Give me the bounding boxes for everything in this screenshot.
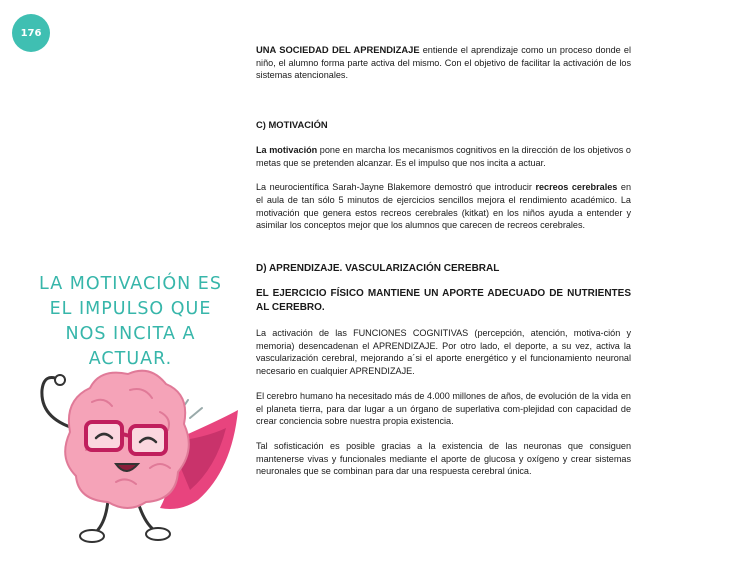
- pull-quote: LA MOTIVACIÓN ES EL IMPULSO QUE NOS INCITA A ACTUAR.: [39, 274, 222, 369]
- learning-heading: D) APRENDIZAJE. VASCULARIZACIÓN CEREBRAL: [256, 263, 500, 275]
- motivation-p2-pre: La neurocientífica Sarah-Jayne Blakemore demostró que introducir: [256, 182, 536, 193]
- motivation-lead: La motivación: [256, 144, 318, 155]
- brain-mascot-icon: [20, 350, 240, 550]
- learning-subheading: EL EJERCICIO FÍSICO MANTIENE UN APORTE ADECUADO DE NUTRIENTES AL CEREBRO.: [256, 288, 631, 314]
- article-body: [256, 44, 631, 478]
- motivation-text: pone en marcha los mecanismos cognitivos en la dirección de los objetivos o metas que se pretenden alcanzar. Es el impulso que nos incita a actuar.: [256, 144, 631, 168]
- motivation-paragraph-2: [256, 181, 631, 232]
- intro-text: entiende el aprendizaje como un proceso donde el niño, el alumno forma parte activa del mismo. Con el objetivo de facilitar la activación de los sistemas atencionales.: [256, 45, 631, 81]
- learning-paragraph-2: El cerebro humano ha necesitado más de 4.000 millones de años, de evolución de la vida en el planeta tierra, para dar lugar a un órgano de superlativa com-plejidad con capacidad de crear conciencia sobre nuestra propia existencia.: [256, 390, 631, 427]
- motivation-heading: C) MOTIVACIÓN: [256, 119, 328, 131]
- intro-paragraph: [256, 44, 631, 82]
- page-number-badge: [12, 14, 50, 52]
- motivation-p2-bold: recreos cerebrales: [535, 182, 618, 193]
- learning-paragraph-3: Tal sofisticación es posible gracias a la existencia de las neuronas que consiguen mantenerse vivas y funcionales mediante el aporte de glucosa y oxígeno y crear sistemas neuronales que se combinan para dar una respuesta cerebral única.: [256, 440, 631, 477]
- page-number: 176: [20, 27, 42, 39]
- learning-paragraph-1: La activación de las FUNCIONES COGNITIVAS (percepción, atención, motiva-ción y memoria) desencadenan el APRENDIZAJE. Por otro lado, el deporte, a su vez, activa la vascularización cerebral, mejorando a´si el aporte energético y el funcionamiento neuronal necesario en cualquier APRENDIZAJE.: [256, 328, 631, 377]
- intro-lead: UNA SOCIEDAD DEL APRENDIZAJE: [256, 44, 420, 55]
- motivation-paragraph-1: [256, 144, 631, 169]
- motivation-p2-post: en el aula de tan sólo 5 minutos de ejercicios sencillos mejora el rendimiento académico. La motivación que genera estos recreos cerebrales (kitkat) en los niños ayuda a entender y asimilar los conceptos mejor que los alumnos que carecen de recreos cerebrales.: [256, 182, 631, 231]
